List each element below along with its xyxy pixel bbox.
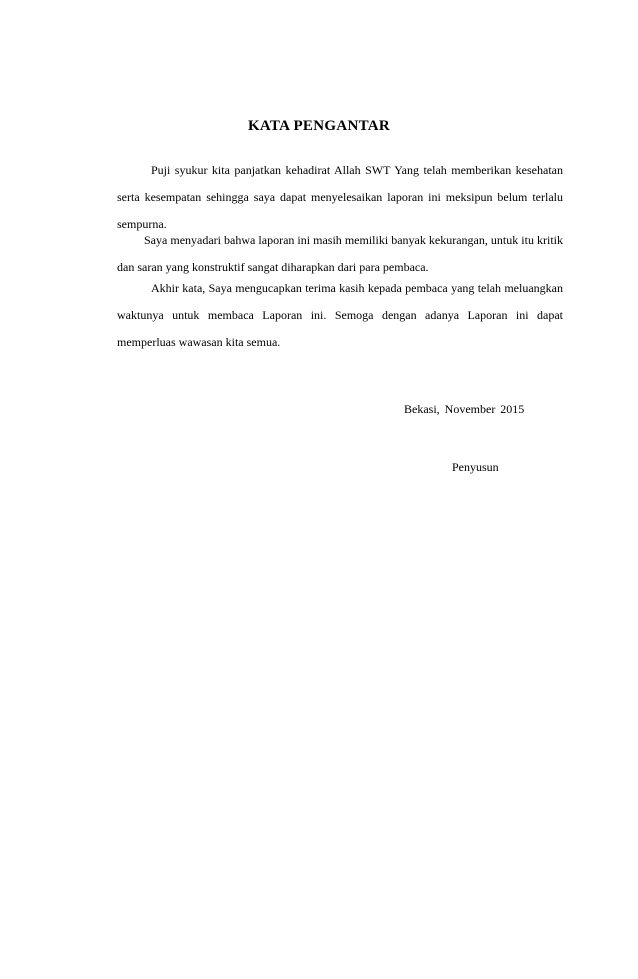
signer-label: Penyusun	[452, 460, 499, 474]
paragraph-closing: Akhir kata, Saya mengucapkan terima kasih kepada pembaca yang telah meluangkan waktunya untuk membaca Laporan ini. Semoga dengan adanya Laporan ini dapat memperluas wawasan kita semua.	[117, 281, 563, 349]
paragraph-gratitude: Puji syukur kita panjatkan kehadirat Allah SWT Yang telah memberikan kesehatan serta kesempatan sehingga saya dapat menyelesaikan laporan ini meksipun belum terlalu sempurna.	[117, 163, 563, 231]
place-date: Bekasi, November 2015	[404, 402, 525, 416]
paragraph-shortcomings: Saya menyadari bahwa laporan ini masih memiliki banyak kekurangan, untuk itu kritik dan saran yang konstruktif sangat diharapkan dari para pembaca.	[117, 233, 563, 274]
page-title: KATA PENGANTAR	[247, 118, 391, 134]
